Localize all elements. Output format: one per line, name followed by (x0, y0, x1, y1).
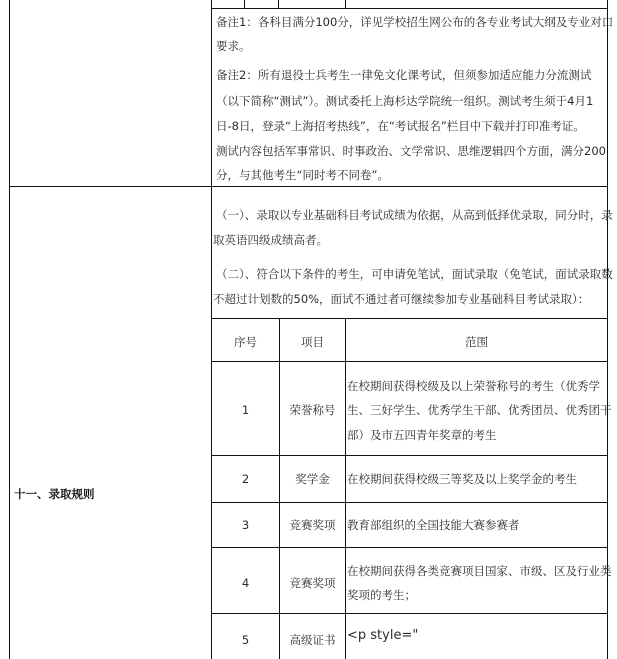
note2-line: （以下简称“测试”）。测试委托上海杉达学院统一组织。测试考生须于4月1 (216, 94, 594, 108)
row-no: 3 (241, 518, 250, 532)
header-no: 序号 (234, 335, 257, 349)
row-no: 4 (241, 576, 250, 590)
inner-col-line (345, 318, 346, 659)
row-no: 2 (241, 472, 250, 486)
row-scope-line: 在校期间获得各类竞赛项目国家、市级、区及行业类 (347, 564, 612, 578)
rule2-line: 不超过计划数的50%，面试不通过者可继续参加专业基础科目考试录取）： (213, 292, 590, 306)
inner-row-line (211, 455, 608, 456)
note2-line: 测试内容包括军事常识、时事政治、文学常识、思维逻辑四个方面，满分200 (216, 144, 606, 158)
note1-line: 备注1：各科目满分100分，详见学校招生网公布的各专业考试大纲及专业对口 (216, 15, 614, 29)
row-item: 竞赛奖项 (289, 518, 336, 532)
row-item: 竞赛奖项 (289, 576, 336, 590)
prev-table-bottom (211, 8, 608, 9)
row-item: 奖学金 (295, 472, 330, 486)
row-no: 1 (241, 403, 250, 417)
note2-line: 备注2：所有退役士兵考生一律免文化课考试，但须参加适应能力分流测试 (216, 68, 592, 82)
inner-row-line (211, 547, 608, 548)
inner-row-line (211, 318, 608, 319)
row-scope-line: 在校期间获得校级及以上荣誉称号的考生（优秀学 (347, 379, 600, 393)
note2-line: 日-8日，登录“上海招考热线”，在“考试报名”栏目中下载并打印准考证。 (216, 119, 585, 133)
inner-row-line (211, 502, 608, 503)
row-scope-line: 生、三好学生、优秀学生干部、优秀团员、优秀团干 (347, 403, 612, 417)
section-label: 十一、录取规则 (14, 487, 95, 501)
row-scope-line: 在校期间获得校级三等奖及以上奖学金的考生 (347, 472, 577, 486)
row-scope-line: <p style=" (347, 628, 419, 643)
inner-row-line (211, 613, 608, 614)
header-scope: 范围 (465, 335, 488, 349)
inner-row-line (211, 361, 608, 362)
inner-col-line (607, 318, 608, 659)
note1-line: 要求。 (216, 39, 251, 53)
header-item: 项目 (301, 335, 324, 349)
row-item: 荣誉称号 (289, 403, 336, 417)
rule2-line: （二）、符合以下条件的考生，可申请免笔试，面试录取（免笔试，面试录取数 (216, 267, 613, 281)
row-scope-line: 教育部组织的全国技能大赛参赛者 (347, 518, 520, 532)
outer-left-border (9, 0, 10, 659)
rule1-line: 取英语四级成绩高者。 (213, 233, 328, 247)
note2-line: 分，与其他考生“同时考不同卷”。 (216, 168, 389, 182)
row-item: 高级证书 (289, 633, 336, 647)
row-scope-line: 奖项的考生； (347, 588, 416, 602)
row-no: 5 (241, 633, 250, 647)
rule1-line: （一）、录取以专业基础科目考试成绩为依据，从高到低择优录取，同分时，录 (216, 208, 613, 222)
row-scope-line: 部）及市五四青年奖章的考生 (347, 428, 497, 442)
